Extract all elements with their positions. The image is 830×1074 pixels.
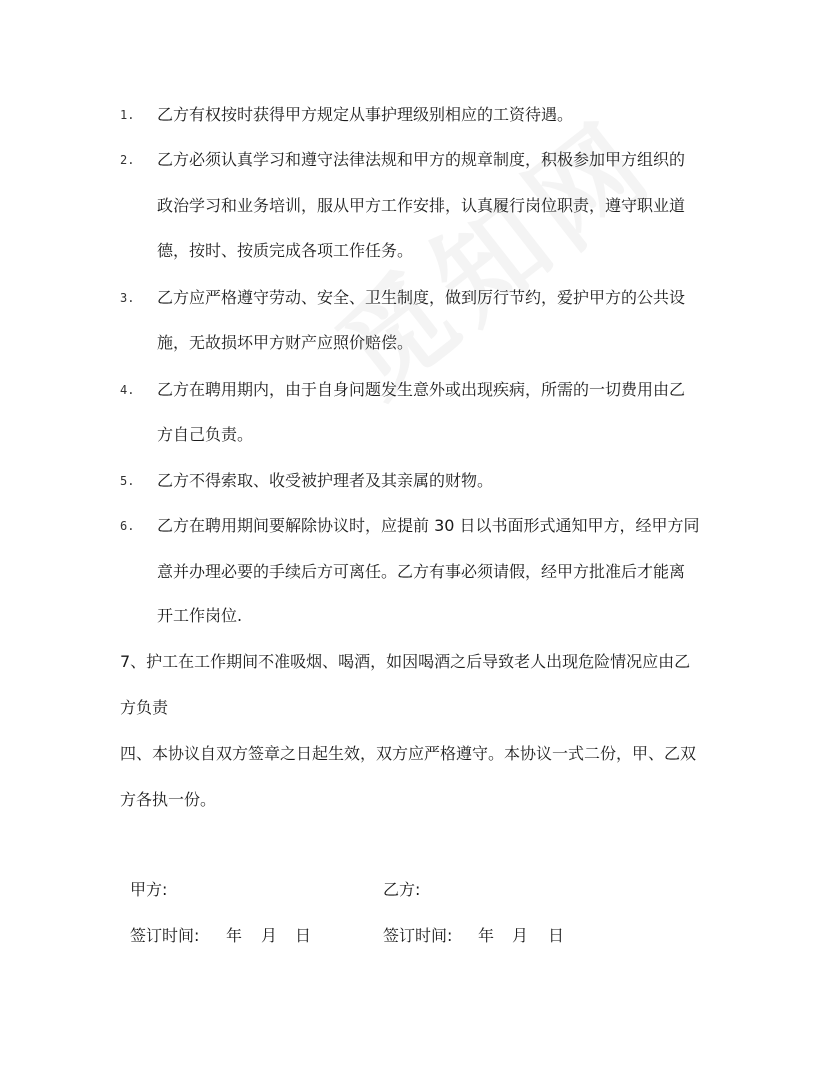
- party-b-sign-time-label: 签订时间:: [383, 926, 453, 945]
- para-7-line-1: 7、护工在工作期间不准吸烟、喝酒，如因喝酒之后导致老人出现危险情况应由乙: [120, 652, 691, 671]
- item-number: 5.: [120, 474, 135, 488]
- party-b-day: 日: [548, 926, 565, 945]
- section-4-line-2: 方各执一份。: [120, 790, 217, 809]
- item-number: 3.: [120, 291, 135, 305]
- party-b-label: 乙方:: [383, 880, 421, 899]
- item-number: 1.: [120, 108, 135, 122]
- item-4-line-1: 乙方在聘用期内，由于自身问题发生意外或出现疾病，所需的一切费用由乙: [157, 380, 686, 399]
- item-3-line-1: 乙方应严格遵守劳动、安全、卫生制度，做到厉行节约，爱护甲方的公共设: [157, 288, 686, 307]
- party-a-label: 甲方:: [130, 880, 168, 899]
- party-a-sign-time-label: 签订时间:: [130, 926, 200, 945]
- item-number: 4.: [120, 383, 135, 397]
- item-6-line-2: 意并办理必要的手续后方可离任。乙方有事必须请假，经甲方批准后才能离: [157, 562, 686, 581]
- party-a-month: 月: [261, 926, 278, 945]
- item-4-line-2: 方自己负责。: [157, 425, 254, 444]
- item-number: 2.: [120, 153, 135, 167]
- item-3-line-2: 施，无故损坏甲方财产应照价赔偿。: [157, 333, 414, 352]
- section-4-line-1: 四、本协议自双方签章之日起生效，双方应严格遵守。本协议一式二份，甲、乙双: [120, 744, 697, 763]
- item-2-line-2: 政治学习和业务培训，服从甲方工作安排，认真履行岗位职责，遵守职业道: [157, 196, 686, 215]
- party-a-year: 年: [226, 926, 243, 945]
- item-2-line-1: 乙方必须认真学习和遵守法律法规和甲方的规章制度，积极参加甲方组织的: [157, 150, 686, 169]
- item-number: 6.: [120, 519, 135, 533]
- item-5-line-1: 乙方不得索取、收受被护理者及其亲属的财物。: [157, 471, 494, 490]
- party-a-day: 日: [295, 926, 312, 945]
- para-7-line-2: 方负责: [120, 698, 169, 717]
- item-6-line-3: 开工作岗位.: [157, 606, 243, 625]
- party-b-month: 月: [512, 926, 529, 945]
- item-1-line-1: 乙方有权按时获得甲方规定从事护理级别相应的工资待遇。: [157, 105, 574, 124]
- item-6-line-1: 乙方在聘用期间要解除协议时，应提前 30 日以书面形式通知甲方，经甲方同: [157, 516, 700, 535]
- party-b-year: 年: [478, 926, 495, 945]
- item-2-line-3: 德，按时、按质完成各项工作任务。: [157, 241, 414, 260]
